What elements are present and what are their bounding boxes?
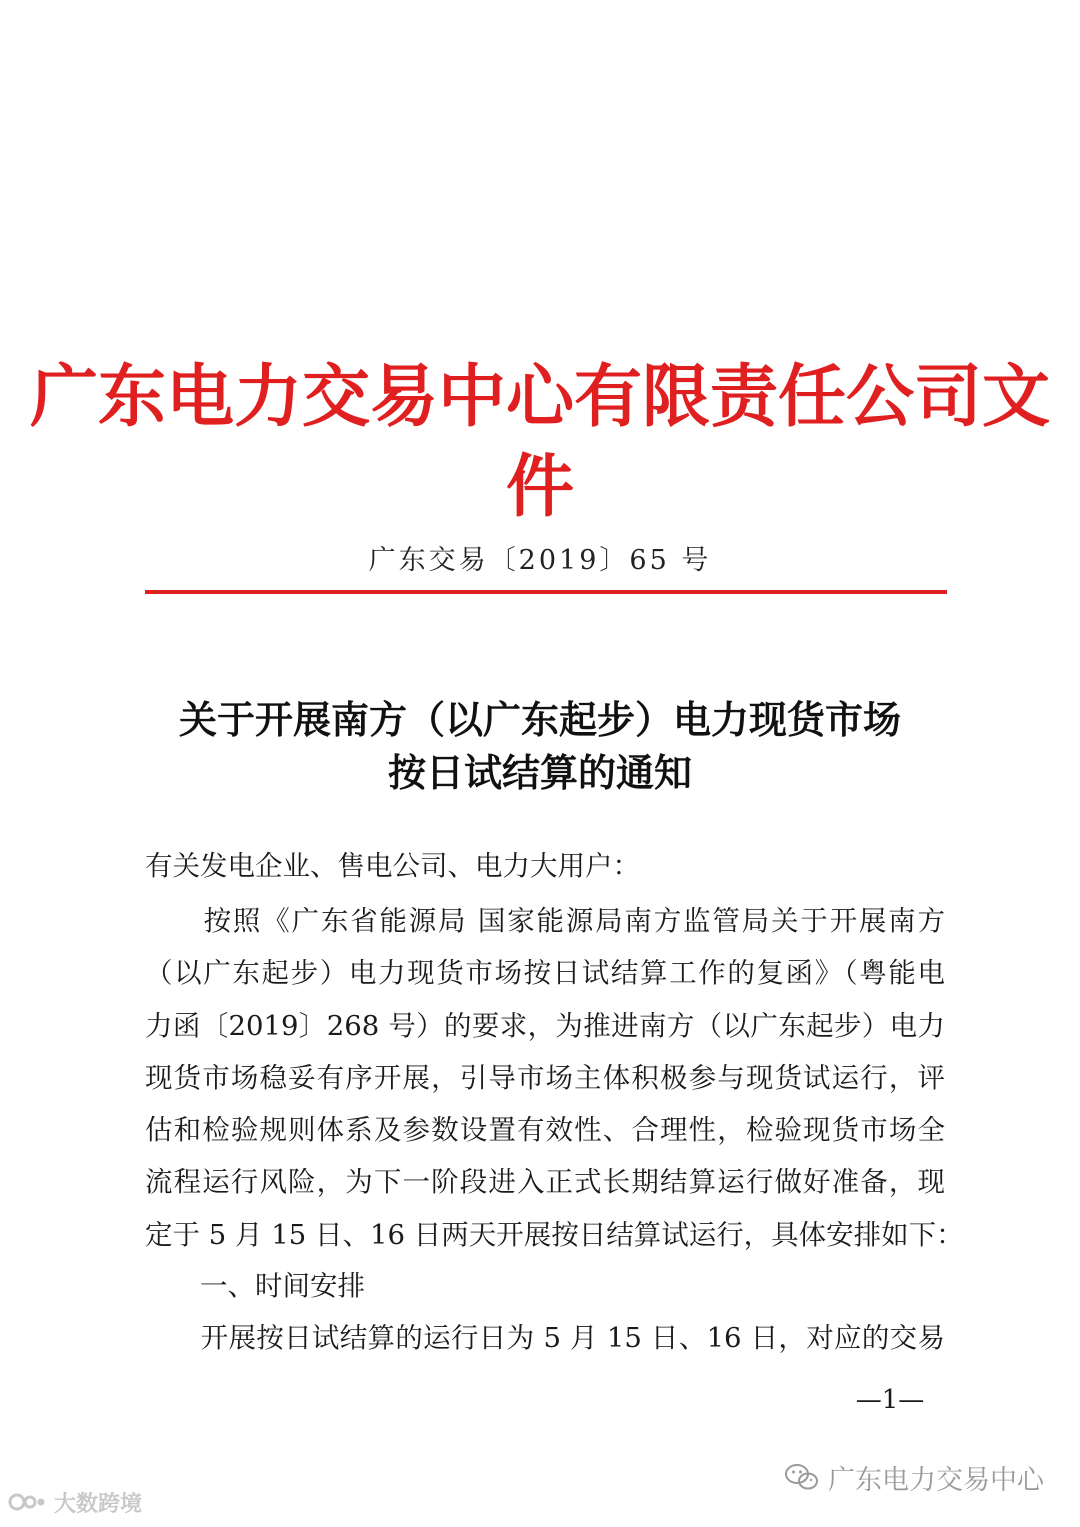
section-text: 开展按日试结算的运行日为 5 月 15 日、16 日，对应的交易 (145, 1322, 945, 1354)
paragraph-line: 按照《广东省能源局 国家能源局南方监管局关于开展南方 (145, 905, 945, 937)
section-heading: 一、时间安排 (145, 1270, 365, 1302)
wechat-icon (784, 1462, 820, 1492)
document-number: 广东交易〔2019〕65 号 (368, 545, 712, 576)
issuer-title: 广东电力交易中心有限责任公司文件 (29, 357, 1050, 527)
logo-icon (8, 1490, 48, 1514)
watermark-brand-label: 大数跨境 (54, 1491, 143, 1517)
paragraph-line: 定于 5 月 15 日、16 日两天开展按日结算试运行，具体安排如下： (145, 1219, 964, 1251)
page-number: —1— (855, 1385, 925, 1415)
red-divider (145, 590, 947, 594)
paragraph-line: 现货市场稳妥有序开展，引导市场主体积极参与现货试运行，评 (145, 1062, 945, 1094)
salutation: 有关发电企业、售电公司、电力大用户： (145, 850, 640, 882)
notice-title-line-2: 按日试结算的通知 (387, 750, 692, 795)
watermark-brand (8, 1486, 142, 1518)
notice-title-line-1: 关于开展南方（以广东起步）电力现货市场 (178, 697, 901, 742)
paragraph-line: 流程运行风险，为下一阶段进入正式长期结算运行做好准备，现 (145, 1166, 945, 1198)
paragraph-line: （以广东起步）电力现货市场按日试结算工作的复函》（粤能电 (145, 957, 945, 989)
paragraph-line: 估和检验规则体系及参数设置有效性、合理性，检验现货市场全 (145, 1114, 945, 1146)
paragraph-line: 力函〔2019〕268 号）的要求，为推进南方（以广东起步）电力 (145, 1010, 945, 1042)
watermark-account (784, 1460, 1044, 1494)
watermark-account-label: 广东电力交易中心 (828, 1464, 1044, 1496)
